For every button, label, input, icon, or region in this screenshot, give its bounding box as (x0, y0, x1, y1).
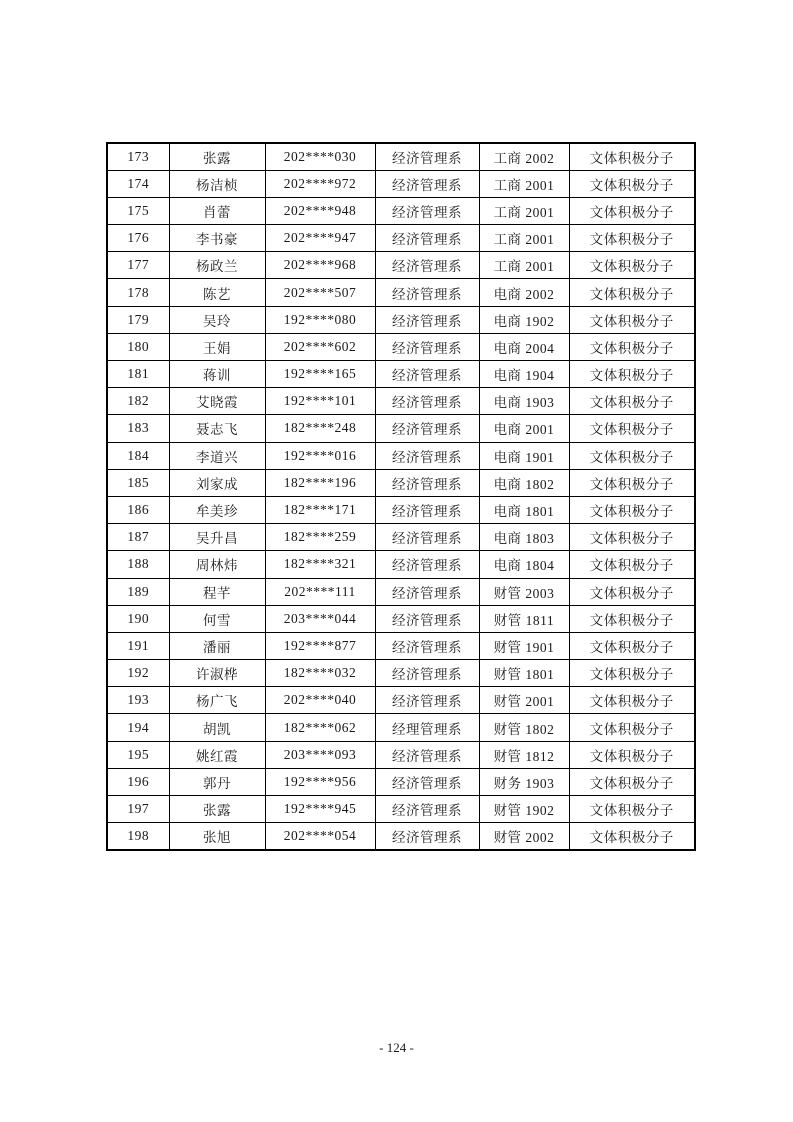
table-cell-class: 电商 1901 (479, 442, 569, 469)
table-cell-honor: 文体积极分子 (569, 660, 695, 687)
table-cell-class: 财管 1811 (479, 605, 569, 632)
table-cell-name: 张旭 (169, 823, 265, 850)
table-cell-class: 电商 1903 (479, 388, 569, 415)
table-cell-name: 胡凯 (169, 714, 265, 741)
table-cell-student-id: 182****062 (265, 714, 375, 741)
table-cell-honor: 文体积极分子 (569, 197, 695, 224)
table-cell-class: 电商 1801 (479, 496, 569, 523)
table-cell-name: 杨政兰 (169, 252, 265, 279)
table-cell-index: 176 (107, 225, 169, 252)
table-cell-honor: 文体积极分子 (569, 170, 695, 197)
table-cell-name: 姚红霞 (169, 741, 265, 768)
table-cell-student-id: 182****032 (265, 660, 375, 687)
table-cell-name: 程芊 (169, 578, 265, 605)
table-cell-department: 经济管理系 (375, 361, 479, 388)
table-cell-department: 经济管理系 (375, 170, 479, 197)
table-cell-honor: 文体积极分子 (569, 551, 695, 578)
table-cell-name: 牟美珍 (169, 496, 265, 523)
table-row (107, 415, 695, 442)
table-cell-student-id: 182****171 (265, 496, 375, 523)
table-cell-department: 经济管理系 (375, 415, 479, 442)
table-cell-class: 电商 2004 (479, 333, 569, 360)
table-cell-index: 180 (107, 333, 169, 360)
table-cell-name: 李道兴 (169, 442, 265, 469)
table-cell-name: 张露 (169, 796, 265, 823)
table-cell-index: 194 (107, 714, 169, 741)
table-cell-index: 192 (107, 660, 169, 687)
table-cell-index: 185 (107, 469, 169, 496)
table-cell-department: 经济管理系 (375, 551, 479, 578)
table-cell-honor: 文体积极分子 (569, 796, 695, 823)
table-cell-student-id: 182****196 (265, 469, 375, 496)
table-cell-name: 肖蕾 (169, 197, 265, 224)
table-row (107, 197, 695, 224)
table-cell-name: 刘家成 (169, 469, 265, 496)
table-row (107, 170, 695, 197)
table-cell-honor: 文体积极分子 (569, 225, 695, 252)
table-row (107, 388, 695, 415)
table-cell-index: 187 (107, 524, 169, 551)
table-row (107, 660, 695, 687)
table-row (107, 687, 695, 714)
table-cell-honor: 文体积极分子 (569, 768, 695, 795)
table-row (107, 496, 695, 523)
table-cell-honor: 文体积极分子 (569, 632, 695, 659)
table-cell-student-id: 202****602 (265, 333, 375, 360)
table-cell-name: 郭丹 (169, 768, 265, 795)
table-row (107, 796, 695, 823)
table-cell-student-id: 192****956 (265, 768, 375, 795)
table-cell-honor: 文体积极分子 (569, 143, 695, 170)
table-cell-name: 何雪 (169, 605, 265, 632)
table-cell-name: 李书豪 (169, 225, 265, 252)
table-cell-department: 经济管理系 (375, 605, 479, 632)
table-cell-class: 财管 1801 (479, 660, 569, 687)
table-cell-name: 陈艺 (169, 279, 265, 306)
table-cell-name: 王娟 (169, 333, 265, 360)
table-cell-student-id: 202****054 (265, 823, 375, 850)
table-cell-student-id: 182****248 (265, 415, 375, 442)
table-cell-student-id: 182****321 (265, 551, 375, 578)
table-cell-class: 财务 1903 (479, 768, 569, 795)
table-cell-honor: 文体积极分子 (569, 306, 695, 333)
table-row (107, 605, 695, 632)
table-cell-student-id: 192****877 (265, 632, 375, 659)
table-row (107, 823, 695, 850)
table-cell-honor: 文体积极分子 (569, 605, 695, 632)
table-cell-department: 经济管理系 (375, 333, 479, 360)
table-row (107, 741, 695, 768)
table-cell-department: 经理管理系 (375, 714, 479, 741)
table-row (107, 361, 695, 388)
table-cell-class: 工商 2001 (479, 170, 569, 197)
table-row (107, 143, 695, 170)
table-cell-index: 182 (107, 388, 169, 415)
table-row (107, 252, 695, 279)
table-cell-honor: 文体积极分子 (569, 714, 695, 741)
table-cell-class: 工商 2002 (479, 143, 569, 170)
table-cell-class: 工商 2001 (479, 197, 569, 224)
table-cell-student-id: 203****044 (265, 605, 375, 632)
table-cell-honor: 文体积极分子 (569, 524, 695, 551)
table-cell-department: 经济管理系 (375, 388, 479, 415)
table-cell-department: 经济管理系 (375, 578, 479, 605)
table-cell-name: 杨洁桢 (169, 170, 265, 197)
table-cell-class: 财管 1812 (479, 741, 569, 768)
table-cell-index: 181 (107, 361, 169, 388)
table-cell-index: 183 (107, 415, 169, 442)
table-cell-student-id: 202****507 (265, 279, 375, 306)
table-cell-class: 电商 2002 (479, 279, 569, 306)
table-cell-student-id: 202****972 (265, 170, 375, 197)
table-cell-index: 188 (107, 551, 169, 578)
table-cell-department: 经济管理系 (375, 524, 479, 551)
table-cell-index: 179 (107, 306, 169, 333)
table-cell-department: 经济管理系 (375, 741, 479, 768)
table-cell-class: 电商 1904 (479, 361, 569, 388)
table-cell-index: 177 (107, 252, 169, 279)
table-row (107, 306, 695, 333)
table-cell-honor: 文体积极分子 (569, 469, 695, 496)
table-cell-department: 经济管理系 (375, 469, 479, 496)
table-cell-student-id: 202****947 (265, 225, 375, 252)
table-row (107, 632, 695, 659)
table-cell-index: 173 (107, 143, 169, 170)
table-cell-name: 周林炜 (169, 551, 265, 578)
table-cell-index: 189 (107, 578, 169, 605)
table-cell-student-id: 192****016 (265, 442, 375, 469)
table-row (107, 714, 695, 741)
table-cell-student-id: 192****945 (265, 796, 375, 823)
table-cell-class: 电商 1804 (479, 551, 569, 578)
table-cell-department: 经济管理系 (375, 660, 479, 687)
table-cell-honor: 文体积极分子 (569, 442, 695, 469)
table-cell-student-id: 182****259 (265, 524, 375, 551)
table-cell-class: 财管 2002 (479, 823, 569, 850)
table-cell-department: 经济管理系 (375, 279, 479, 306)
table-cell-class: 工商 2001 (479, 225, 569, 252)
table-row (107, 469, 695, 496)
table-cell-department: 经济管理系 (375, 796, 479, 823)
table-cell-student-id: 192****165 (265, 361, 375, 388)
table-cell-student-id: 202****040 (265, 687, 375, 714)
table-cell-student-id: 202****111 (265, 578, 375, 605)
table-row (107, 578, 695, 605)
table-cell-honor: 文体积极分子 (569, 823, 695, 850)
table-cell-department: 经济管理系 (375, 306, 479, 333)
table-row (107, 768, 695, 795)
table-cell-index: 197 (107, 796, 169, 823)
table-cell-class: 电商 1803 (479, 524, 569, 551)
table-cell-class: 财管 2001 (479, 687, 569, 714)
table-cell-index: 198 (107, 823, 169, 850)
table-row (107, 442, 695, 469)
table-cell-index: 196 (107, 768, 169, 795)
table-cell-class: 财管 2003 (479, 578, 569, 605)
table-cell-index: 190 (107, 605, 169, 632)
table-cell-honor: 文体积极分子 (569, 415, 695, 442)
roster-body (107, 143, 695, 850)
table-cell-department: 经济管理系 (375, 252, 479, 279)
table-row (107, 225, 695, 252)
table-cell-student-id: 202****948 (265, 197, 375, 224)
table-cell-name: 许淑桦 (169, 660, 265, 687)
table-cell-name: 张露 (169, 143, 265, 170)
table-row (107, 551, 695, 578)
page-number: - 124 - (379, 1040, 414, 1055)
table-cell-index: 195 (107, 741, 169, 768)
table-cell-honor: 文体积极分子 (569, 361, 695, 388)
table-cell-name: 蒋训 (169, 361, 265, 388)
table-cell-class: 财管 1902 (479, 796, 569, 823)
table-cell-honor: 文体积极分子 (569, 333, 695, 360)
table-cell-name: 杨广飞 (169, 687, 265, 714)
table-cell-honor: 文体积极分子 (569, 279, 695, 306)
table-cell-student-id: 203****093 (265, 741, 375, 768)
table-cell-student-id: 202****968 (265, 252, 375, 279)
table-cell-class: 电商 1802 (479, 469, 569, 496)
roster-table (106, 142, 696, 851)
table-cell-department: 经济管理系 (375, 143, 479, 170)
table-cell-honor: 文体积极分子 (569, 741, 695, 768)
table-cell-class: 工商 2001 (479, 252, 569, 279)
table-cell-honor: 文体积极分子 (569, 578, 695, 605)
table-cell-student-id: 192****080 (265, 306, 375, 333)
table-cell-class: 电商 1902 (479, 306, 569, 333)
table-cell-index: 191 (107, 632, 169, 659)
table-cell-department: 经济管理系 (375, 687, 479, 714)
table-cell-name: 聂志飞 (169, 415, 265, 442)
table-cell-honor: 文体积极分子 (569, 496, 695, 523)
table-cell-name: 潘丽 (169, 632, 265, 659)
table-cell-department: 经济管理系 (375, 496, 479, 523)
table-cell-honor: 文体积极分子 (569, 687, 695, 714)
table-cell-honor: 文体积极分子 (569, 388, 695, 415)
table-cell-student-id: 192****101 (265, 388, 375, 415)
table-cell-class: 电商 2001 (479, 415, 569, 442)
table-cell-index: 193 (107, 687, 169, 714)
table-cell-index: 174 (107, 170, 169, 197)
table-cell-name: 吴玲 (169, 306, 265, 333)
table-cell-department: 经济管理系 (375, 632, 479, 659)
table-cell-honor: 文体积极分子 (569, 252, 695, 279)
table-cell-department: 经济管理系 (375, 768, 479, 795)
table-row (107, 333, 695, 360)
table-cell-department: 经济管理系 (375, 225, 479, 252)
table-cell-index: 186 (107, 496, 169, 523)
table-cell-department: 经济管理系 (375, 823, 479, 850)
table-cell-name: 吴升昌 (169, 524, 265, 551)
table-row (107, 524, 695, 551)
table-cell-department: 经济管理系 (375, 442, 479, 469)
table-cell-department: 经济管理系 (375, 197, 479, 224)
table-cell-class: 财管 1802 (479, 714, 569, 741)
table-cell-student-id: 202****030 (265, 143, 375, 170)
table-cell-index: 178 (107, 279, 169, 306)
table-cell-name: 艾晓霞 (169, 388, 265, 415)
table-row (107, 279, 695, 306)
table-cell-index: 175 (107, 197, 169, 224)
table-cell-class: 财管 1901 (479, 632, 569, 659)
table-cell-index: 184 (107, 442, 169, 469)
